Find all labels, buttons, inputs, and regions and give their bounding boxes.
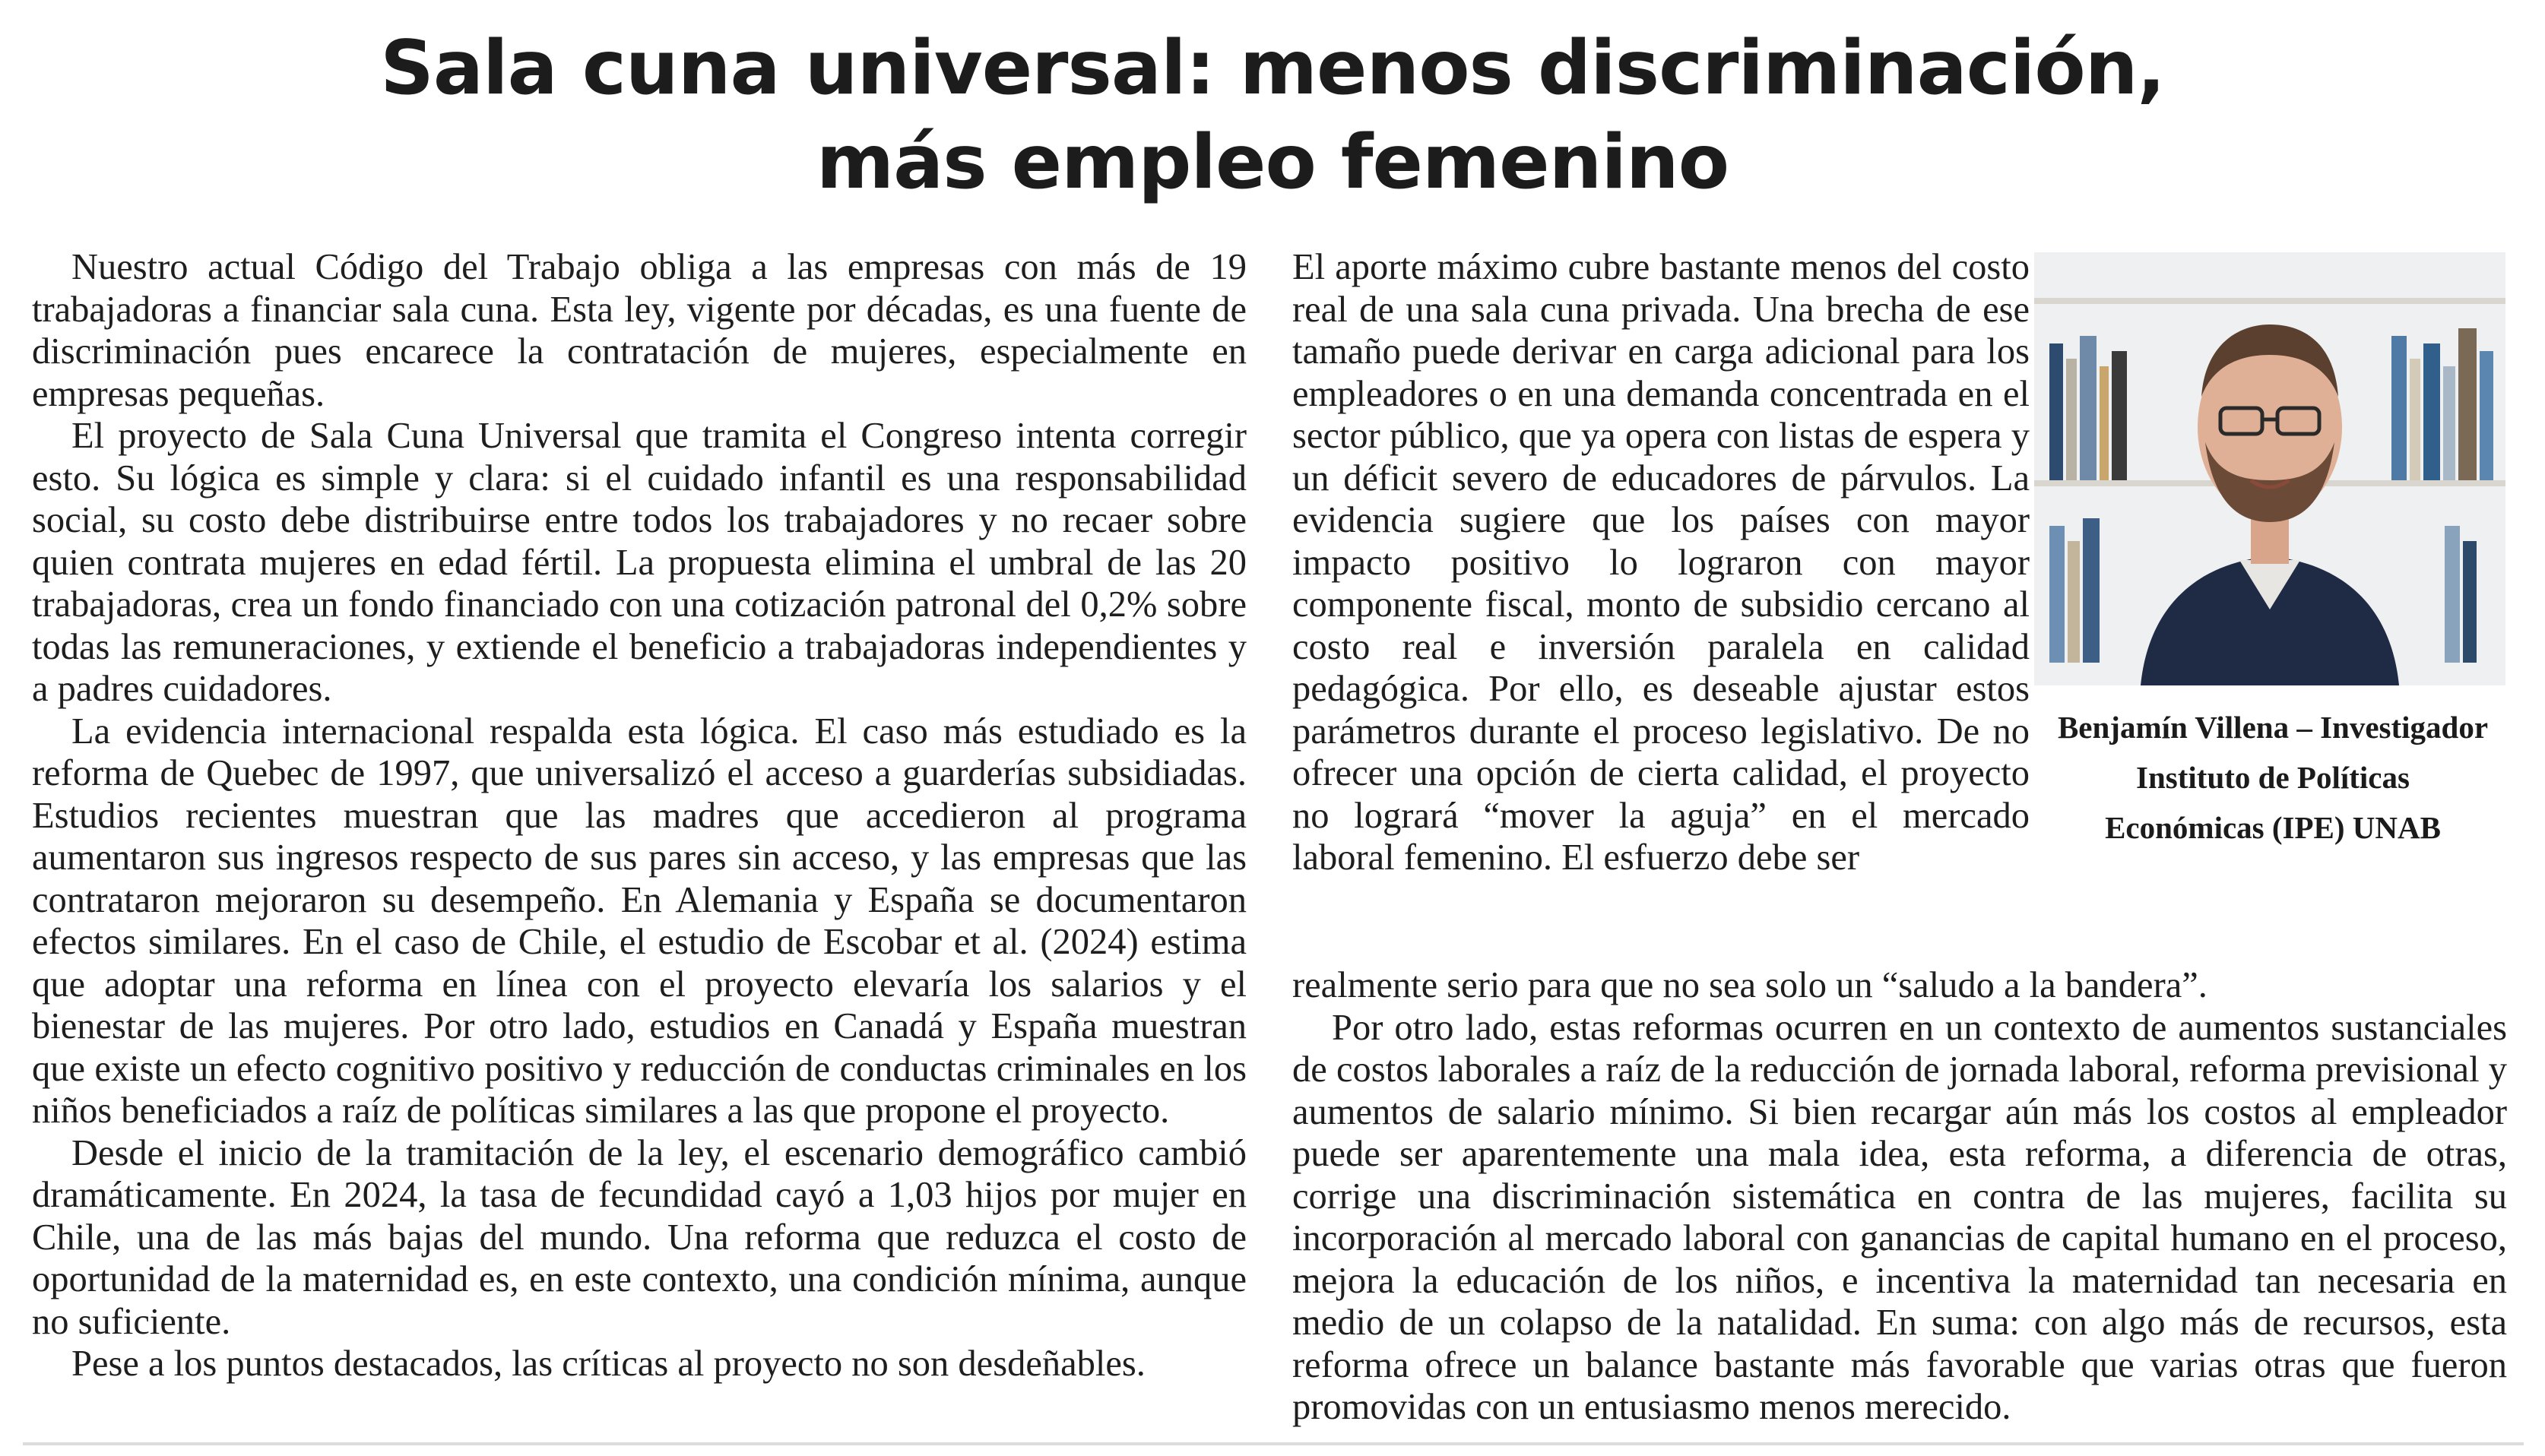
- left-column: [32, 246, 1247, 1385]
- headline-line-2: más empleo femenino: [816, 119, 1729, 206]
- paragraph: Por otro lado, estas reformas ocurren en un contexto de aumentos sustanciales de costos laborales a raíz de la reducción de jornada laboral, reforma previsional y aumentos de salario mínimo. Si bien recargar aún más los costos al empleador puede ser aparentemente una mala idea, esta reforma, a diferencia de otras, corrige una discriminación sistemática en contra de las mujeres, facilita su incorporación al mercado laboral con ganancias de capital humano en el proceso, mejora la educación de los niños, e incentiva la maternidad tan necesaria en medio de un colapso de la natalidad. En suma: con algo más de recursos, esta reforma ofrece un balance bastante más favorable que varias otras que fueron promovidas con un entusiasmo menos merecido.: [1292, 1007, 2507, 1427]
- headline-line-1: Sala cuna universal: menos discriminación,: [380, 25, 2165, 112]
- paragraph: El aporte máximo cubre bastante menos del costo real de una sala cuna privada. Una brecha de ese tamaño puede derivar en carga adicional para los empleadores o en una demanda concentrada en el sector público, que ya opera con listas de espera y un déficit severo de educadores de párvulos. La evidencia sugiere que los países con mayor impacto positivo lo lograron con mayor componente fiscal, monto de subsidio cercano al costo real e inversión paralela en calidad pedagógica. Por ello, es deseable ajustar estos parámetros durante el proceso legislativo. De no ofrecer una opción de cierta calidad, el proyecto no logrará “mover la aguja” en el mercado laboral femenino. El esfuerzo debe ser: [1292, 247, 2030, 878]
- paragraph: Nuestro actual Código del Trabajo obliga a las empresas con más de 19 trabajadoras a financiar sala cuna. Esta ley, vigente por décadas, es una fuente de discriminación pues encarece la contratación de mujeres, especialmente en empresas pequeñas.: [32, 247, 1247, 414]
- author-portrait-icon: [2034, 252, 2505, 685]
- paragraph: Desde el inicio de la tramitación de la ley, el escenario demográfico cambió dramáticamente. En 2024, la tasa de fecundidad cayó a 1,03 hijos por mujer en Chile, una de las más bajas del mundo. Una reforma que reduzca el costo de oportunidad de la maternidad es, en este contexto, una condición mínima, aunque no suficiente.: [32, 1132, 1247, 1342]
- caption-line-2: Instituto de Políticas: [2136, 760, 2410, 795]
- paragraph-continuation: realmente serio para que no sea solo un “saludo a la bandera”.: [1292, 965, 2207, 1005]
- article-headline: [0, 21, 2545, 210]
- bottom-divider: [23, 1442, 2524, 1445]
- paragraph: La evidencia internacional respalda esta lógica. El caso más estudiado es la reforma de Quebec de 1997, que universalizó el acceso a guarderías subsidiadas. Estudios recientes muestran que las madres que accedieron al programa aumentaron sus ingresos respecto de sus pares sin acceso, y las empresas que las contrataron mejoraron su desempeño. En Alemania y España se documentaron efectos similares. En el caso de Chile, el estudio de Escobar et al. (2024) estima que adoptar una reforma en línea con el proyecto elevaría los salarios y el bienestar de las mujeres. Por otro lado, estudios en Canadá y España muestran que existe un efecto cognitivo positivo y reducción de conductas criminales en los niños beneficiados a raíz de políticas similares a las que propone el proyecto.: [32, 711, 1247, 1131]
- caption-line-1: Benjamín Villena – Investigador: [2057, 710, 2489, 745]
- photo-caption: [2030, 702, 2516, 853]
- caption-line-3: Económicas (IPE) UNAB: [2105, 810, 2441, 845]
- author-photo: [2034, 252, 2505, 685]
- paragraph: Pese a los puntos destacados, las críticas al proyecto no son desdeñables.: [71, 1344, 1146, 1384]
- right-column-top: [1292, 246, 2030, 879]
- paragraph: El proyecto de Sala Cuna Universal que tramita el Congreso intenta corregir esto. Su lógica es simple y clara: si el cuidado infantil es una responsabilidad social, su costo debe distribuirse entre todos los trabajadores y no recaer sobre quien contrata mujeres en edad fértil. La propuesta elimina el umbral de las 20 trabajadoras, crea un fondo financiado con una cotización patronal del 0,2% sobre todas las remuneraciones, y extiende el beneficio a trabajadoras independientes y a padres cuidadores.: [32, 416, 1247, 709]
- right-column-bottom: [1292, 964, 2507, 1429]
